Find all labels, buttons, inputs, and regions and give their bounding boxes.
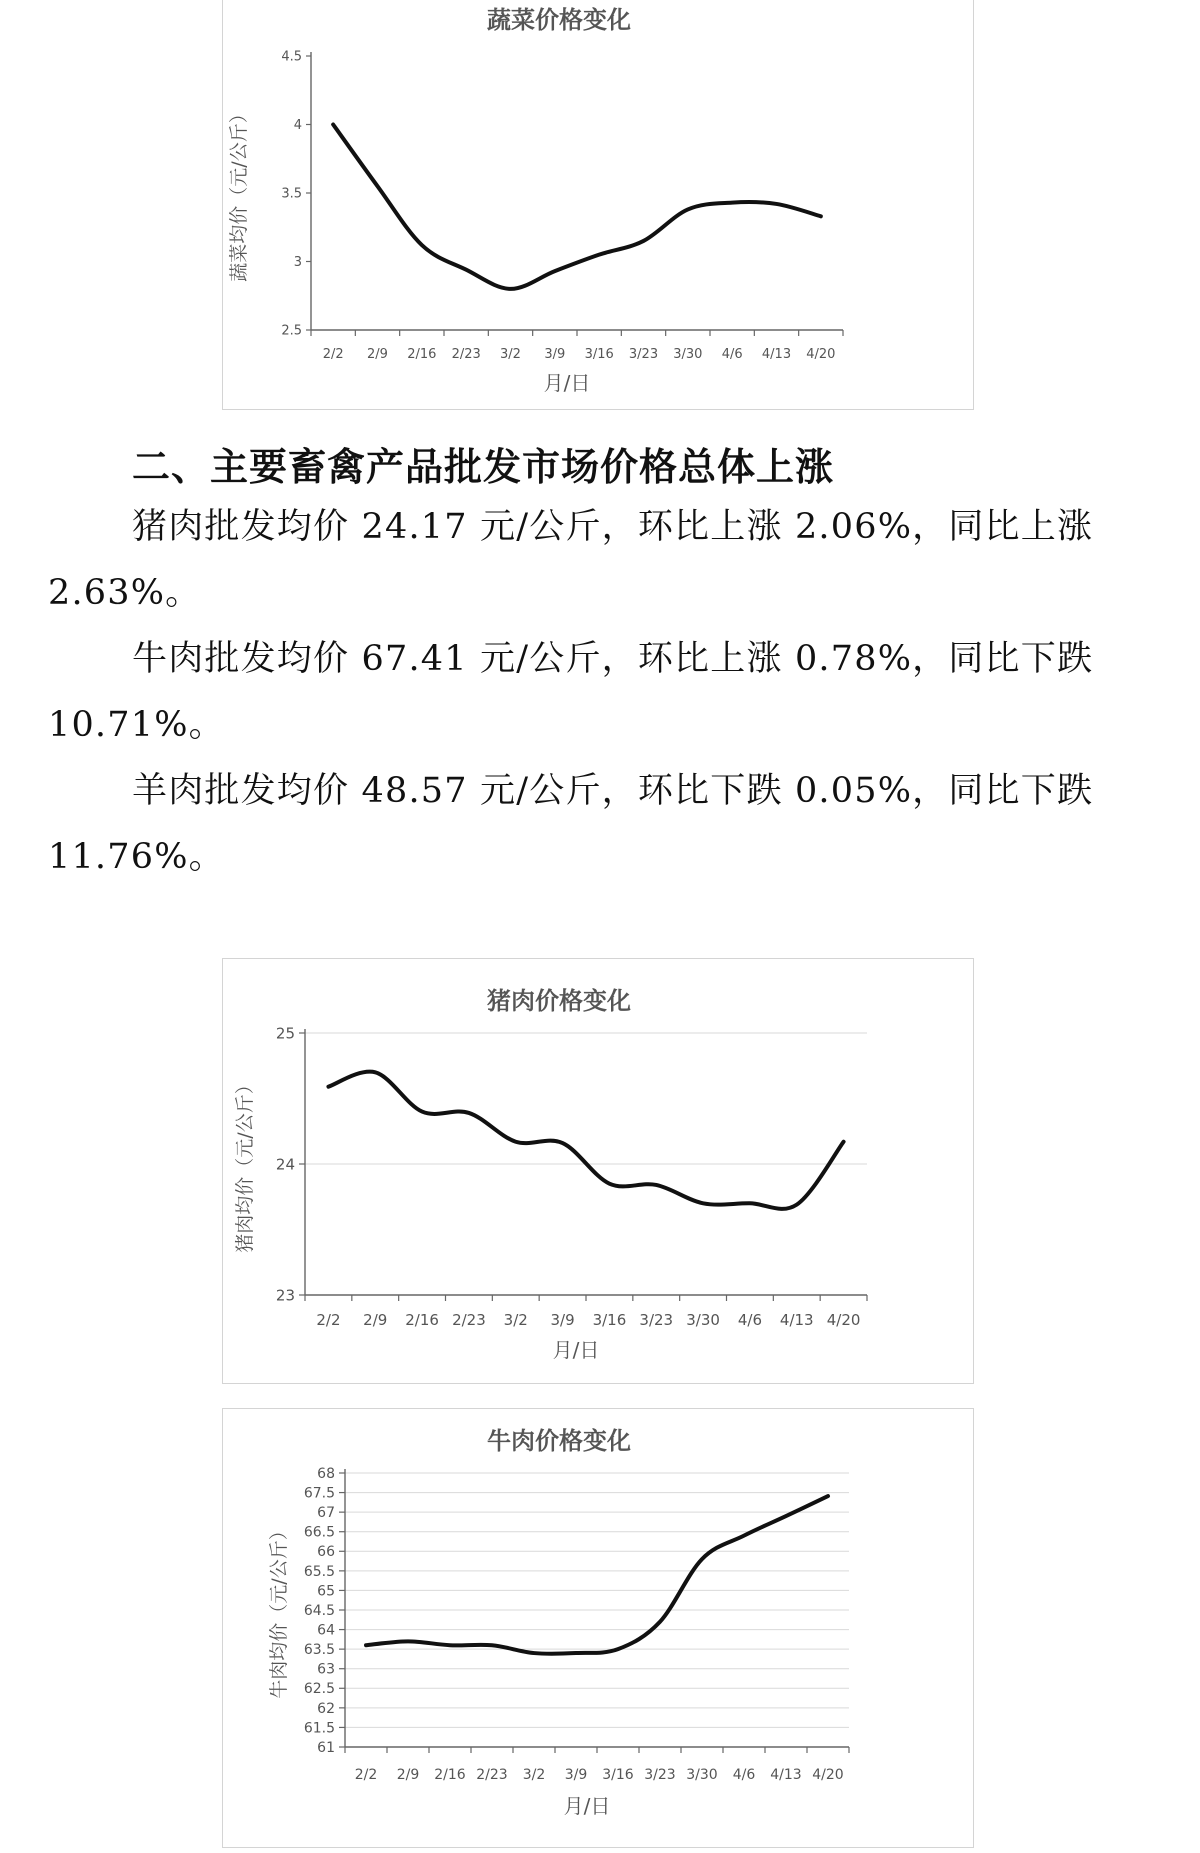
x-tick-label: 3/16 bbox=[584, 347, 614, 362]
y-axis-title: 猪肉均价（元/公斤） bbox=[234, 1075, 256, 1253]
pork-price-paragraph bbox=[48, 494, 1158, 626]
chart-title: 牛肉价格变化 bbox=[487, 1427, 631, 1455]
y-tick-label: 62 bbox=[317, 1700, 335, 1717]
x-tick-label: 2/9 bbox=[396, 1767, 420, 1783]
beef-price-chart bbox=[222, 1408, 974, 1848]
beef-price-paragraph bbox=[48, 626, 1158, 758]
y-tick-label: 67 bbox=[317, 1505, 335, 1522]
section-heading: 二、主要畜禽产品批发市场价格总体上涨 bbox=[132, 445, 835, 489]
x-tick-label: 2/2 bbox=[322, 347, 344, 362]
y-tick-label: 61.5 bbox=[303, 1720, 335, 1737]
x-tick-label: 4/20 bbox=[806, 347, 836, 362]
x-tick-label: 2/2 bbox=[354, 1767, 378, 1783]
x-tick-label: 2/23 bbox=[451, 347, 481, 362]
y-tick-label: 25 bbox=[275, 1024, 295, 1043]
y-tick-label: 65 bbox=[317, 1583, 335, 1600]
x-tick-label: 2/23 bbox=[452, 1311, 486, 1329]
x-tick-label: 2/16 bbox=[434, 1767, 466, 1783]
x-tick-label: 3/2 bbox=[522, 1767, 546, 1783]
x-tick-label: 3/2 bbox=[500, 347, 521, 362]
x-tick-label: 3/16 bbox=[592, 1311, 627, 1329]
y-tick-label: 2.5 bbox=[281, 323, 302, 339]
x-tick-label: 3/9 bbox=[550, 1311, 575, 1329]
x-tick-label: 2/16 bbox=[407, 347, 437, 362]
y-tick-label: 64 bbox=[317, 1622, 335, 1639]
y-tick-label: 3.5 bbox=[281, 186, 302, 202]
x-tick-label: 3/23 bbox=[628, 347, 659, 362]
y-tick-label: 65.5 bbox=[303, 1563, 335, 1580]
y-axis-title: 牛肉均价（元/公斤） bbox=[268, 1521, 290, 1699]
x-tick-label: 4/20 bbox=[826, 1311, 861, 1329]
x-tick-label: 3/23 bbox=[639, 1311, 674, 1329]
x-tick-label: 4/6 bbox=[737, 1311, 762, 1329]
lamb-price-text: 羊肉批发均价 48.57 元/公斤，环比下跌 0.05%，同比下跌 11.76%。 bbox=[48, 771, 1094, 877]
x-tick-label: 3/30 bbox=[686, 1311, 720, 1329]
x-tick-label: 2/9 bbox=[367, 347, 388, 362]
x-tick-label: 3/30 bbox=[686, 1767, 718, 1783]
x-tick-label: 3/9 bbox=[544, 347, 566, 362]
y-tick-label: 68 bbox=[317, 1465, 335, 1482]
x-tick-label: 4/20 bbox=[812, 1767, 844, 1783]
series-line bbox=[328, 1072, 843, 1209]
x-tick-label: 4/13 bbox=[770, 1767, 802, 1783]
y-tick-label: 3 bbox=[293, 255, 302, 271]
x-tick-label: 3/23 bbox=[644, 1767, 676, 1783]
x-tick-label: 4/6 bbox=[732, 1767, 756, 1783]
x-tick-label: 2/2 bbox=[316, 1311, 341, 1329]
y-tick-label: 4.5 bbox=[281, 49, 302, 65]
y-tick-label: 64.5 bbox=[303, 1602, 335, 1619]
y-tick-label: 66 bbox=[317, 1544, 335, 1561]
y-tick-label: 66.5 bbox=[303, 1524, 335, 1541]
x-tick-label: 3/30 bbox=[673, 347, 703, 362]
series-line bbox=[366, 1496, 828, 1654]
y-tick-label: 24 bbox=[275, 1155, 295, 1174]
x-tick-label: 3/9 bbox=[564, 1767, 588, 1783]
vegetable-price-chart bbox=[222, 0, 974, 410]
chart-title: 猪肉价格变化 bbox=[487, 987, 631, 1015]
chart-title: 蔬菜价格变化 bbox=[487, 6, 631, 34]
x-axis-title: 月/日 bbox=[563, 1794, 611, 1818]
pork-price-chart bbox=[222, 958, 974, 1384]
x-axis-title: 月/日 bbox=[552, 1338, 600, 1362]
beef-price-text: 牛肉批发均价 67.41 元/公斤，环比上涨 0.78%，同比下跌 10.71%。 bbox=[48, 639, 1094, 745]
y-tick-label: 62.5 bbox=[303, 1681, 335, 1698]
y-tick-label: 63.5 bbox=[303, 1642, 335, 1659]
lamb-price-paragraph bbox=[48, 758, 1158, 890]
pork-price-text: 猪肉批发均价 24.17 元/公斤，环比上涨 2.06%，同比上涨 2.63%。 bbox=[48, 507, 1094, 613]
x-tick-label: 4/13 bbox=[779, 1311, 814, 1329]
y-tick-label: 4 bbox=[293, 118, 302, 134]
series-line bbox=[333, 125, 821, 289]
x-tick-label: 2/16 bbox=[405, 1311, 439, 1329]
y-tick-label: 61 bbox=[317, 1739, 335, 1756]
x-tick-label: 4/13 bbox=[761, 347, 792, 362]
x-tick-label: 4/6 bbox=[721, 347, 743, 362]
x-tick-label: 3/16 bbox=[602, 1767, 634, 1783]
x-tick-label: 3/2 bbox=[503, 1311, 528, 1329]
x-tick-label: 2/9 bbox=[363, 1311, 388, 1329]
y-tick-label: 63 bbox=[317, 1661, 335, 1678]
x-tick-label: 2/23 bbox=[476, 1767, 508, 1783]
y-tick-label: 67.5 bbox=[303, 1485, 335, 1502]
y-tick-label: 23 bbox=[275, 1286, 295, 1305]
x-axis-title: 月/日 bbox=[543, 371, 591, 395]
y-axis-title: 蔬菜均价（元/公斤） bbox=[228, 104, 250, 282]
